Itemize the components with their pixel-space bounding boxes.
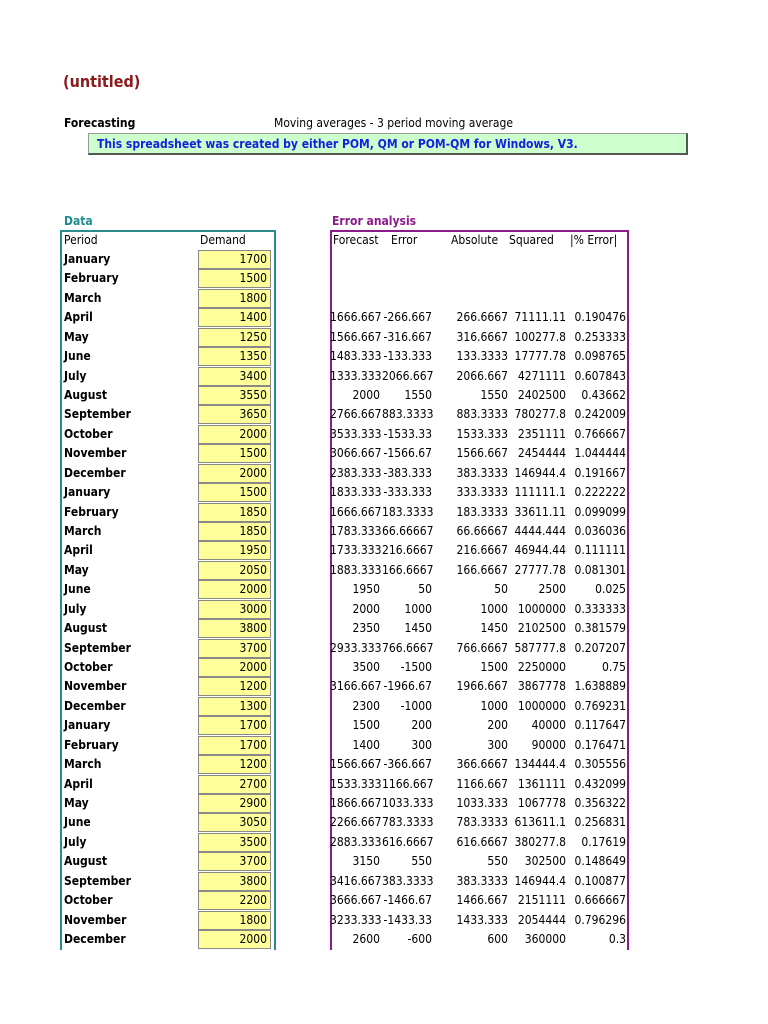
period-cell: March — [64, 757, 102, 772]
table-row — [0, 580, 768, 599]
page-title: (untitled) — [63, 72, 141, 91]
error-cell: -1000 — [400, 698, 432, 713]
period-cell: May — [64, 562, 89, 577]
absolute-cell: 1500 — [480, 660, 508, 675]
demand-input-cell[interactable]: 1700 — [198, 250, 271, 269]
period-cell: October — [64, 893, 113, 908]
table-row — [0, 541, 768, 560]
pct-error-cell: 0.432099 — [574, 776, 626, 791]
forecast-cell: 3500 — [352, 660, 380, 675]
forecast-cell: 2933.333 — [330, 640, 382, 655]
absolute-cell: 200 — [487, 718, 508, 733]
demand-input-cell[interactable]: 1200 — [198, 755, 271, 774]
table-row — [0, 697, 768, 716]
forecast-cell: 2000 — [352, 601, 380, 616]
demand-input-cell[interactable]: 3800 — [198, 872, 271, 891]
pct-error-cell: 0.099099 — [574, 504, 626, 519]
error-cell: -1966.67 — [383, 679, 432, 694]
pct-error-cell: 0.117647 — [574, 718, 626, 733]
table-row — [0, 522, 768, 541]
squared-cell: 27777.78 — [514, 562, 566, 577]
demand-input-cell[interactable]: 1850 — [198, 503, 271, 522]
forecast-cell: 1400 — [352, 737, 380, 752]
demand-input-cell[interactable]: 3400 — [198, 367, 271, 386]
absolute-cell: 1000 — [480, 601, 508, 616]
absolute-cell: 1000 — [480, 698, 508, 713]
error-cell: 50 — [418, 582, 432, 597]
forecast-cell: 1833.333 — [330, 485, 382, 500]
table-row — [0, 444, 768, 463]
demand-input-cell[interactable]: 1800 — [198, 289, 271, 308]
error-cell: 1450 — [404, 621, 432, 636]
period-cell: September — [64, 873, 131, 888]
error-cell: -1500 — [400, 660, 432, 675]
period-cell: December — [64, 698, 126, 713]
pct-error-cell: 0.796296 — [574, 912, 626, 927]
error-cell: 1033.333 — [382, 796, 434, 811]
squared-cell: 4444.444 — [514, 524, 566, 539]
absolute-cell: 316.6667 — [456, 329, 508, 344]
squared-cell: 2500 — [538, 582, 566, 597]
table-row — [0, 716, 768, 735]
table-row — [0, 891, 768, 910]
col-header-squared: Squared — [509, 233, 554, 247]
table-row — [0, 775, 768, 794]
error-cell: 616.6667 — [382, 834, 434, 849]
error-cell: 883.3333 — [382, 407, 434, 422]
squared-cell: 380277.8 — [514, 834, 566, 849]
forecast-cell: 1333.333 — [330, 368, 382, 383]
period-cell: September — [64, 407, 131, 422]
pct-error-cell: 0.036036 — [574, 524, 626, 539]
squared-cell: 780277.8 — [514, 407, 566, 422]
period-cell: June — [64, 815, 91, 830]
squared-cell: 302500 — [524, 854, 566, 869]
pct-error-cell: 0.176471 — [574, 737, 626, 752]
forecast-cell: 3233.333 — [330, 912, 382, 927]
pct-error-cell: 0.222222 — [574, 485, 626, 500]
error-cell: 66.66667 — [382, 524, 434, 539]
demand-input-cell[interactable]: 3800 — [198, 619, 271, 638]
error-cell: 216.6667 — [382, 543, 434, 558]
forecast-cell: 3166.667 — [330, 679, 382, 694]
demand-input-cell[interactable]: 3550 — [198, 386, 271, 405]
table-row — [0, 289, 768, 308]
period-cell: March — [64, 524, 102, 539]
squared-cell: 1000000 — [517, 698, 566, 713]
table-row — [0, 813, 768, 832]
forecast-cell: 1500 — [352, 718, 380, 733]
pct-error-cell: 0.356322 — [574, 796, 626, 811]
pct-error-cell: 0.607843 — [574, 368, 626, 383]
squared-cell: 40000 — [531, 718, 566, 733]
absolute-cell: 2066.667 — [456, 368, 508, 383]
forecast-cell: 1566.667 — [330, 329, 382, 344]
demand-input-cell[interactable]: 2000 — [198, 425, 271, 444]
pct-error-cell: 0.43662 — [581, 388, 626, 402]
error-cell: -333.333 — [383, 485, 432, 500]
pct-error-cell: 0.242009 — [574, 407, 626, 422]
pct-error-cell: 0.081301 — [574, 562, 626, 577]
absolute-cell: 1166.667 — [456, 776, 508, 791]
absolute-cell: 366.6667 — [456, 757, 508, 772]
pct-error-cell: 0.148649 — [574, 854, 626, 869]
absolute-cell: 166.6667 — [456, 562, 508, 577]
pct-error-cell: 0.381579 — [574, 621, 626, 636]
period-cell: January — [64, 718, 111, 733]
col-header-period: Period — [64, 233, 98, 247]
demand-input-cell[interactable]: 1200 — [198, 677, 271, 696]
forecast-cell: 2883.333 — [330, 834, 382, 849]
col-header-pct-error: |% Error| — [570, 233, 618, 247]
demand-input-cell[interactable]: 3500 — [198, 833, 271, 852]
forecast-cell: 1733.333 — [330, 543, 382, 558]
pct-error-cell: 0.111111 — [574, 543, 626, 558]
demand-input-cell[interactable]: 3700 — [198, 852, 271, 871]
error-cell: 166.6667 — [382, 562, 434, 577]
forecast-cell: 2266.667 — [330, 815, 382, 830]
table-row — [0, 736, 768, 755]
absolute-cell: 1533.333 — [456, 426, 508, 441]
demand-input-cell[interactable]: 1800 — [198, 911, 271, 930]
demand-input-cell[interactable]: 1700 — [198, 736, 271, 755]
forecast-cell: 1666.667 — [330, 504, 382, 519]
pct-error-cell: 0.666667 — [574, 893, 626, 908]
table-row — [0, 872, 768, 891]
demand-input-cell[interactable]: 2200 — [198, 891, 271, 910]
pct-error-cell: 0.766667 — [574, 426, 626, 441]
squared-cell: 146944.4 — [514, 465, 566, 480]
period-cell: April — [64, 310, 93, 325]
squared-cell: 2351111 — [517, 426, 566, 441]
absolute-cell: 216.6667 — [456, 543, 508, 558]
pct-error-cell: 0.769231 — [574, 698, 626, 713]
pct-error-cell: 0.75 — [601, 660, 626, 675]
table-row — [0, 561, 768, 580]
demand-input-cell[interactable]: 2000 — [198, 658, 271, 677]
pct-error-cell: 1.638889 — [574, 679, 626, 694]
squared-cell: 2054444 — [517, 912, 566, 927]
absolute-cell: 300 — [487, 737, 508, 752]
period-cell: May — [64, 329, 89, 344]
pct-error-cell: 0.333333 — [574, 601, 626, 616]
col-header-forecast: Forecast — [333, 233, 379, 247]
table-row — [0, 852, 768, 871]
period-cell: August — [64, 388, 108, 402]
demand-input-cell[interactable]: 1500 — [198, 444, 271, 463]
table-row — [0, 405, 768, 424]
demand-input-cell[interactable]: 2000 — [198, 464, 271, 483]
error-cell: 300 — [411, 737, 432, 752]
absolute-cell: 1550 — [480, 388, 508, 402]
forecast-cell: 1866.667 — [330, 796, 382, 811]
module-label: Forecasting — [64, 116, 136, 130]
pct-error-cell: 0.098765 — [574, 349, 626, 364]
period-cell: March — [64, 290, 102, 305]
period-cell: July — [64, 834, 87, 849]
absolute-cell: 550 — [487, 854, 508, 869]
pct-error-cell: 0.305556 — [574, 757, 626, 772]
forecast-cell: 2000 — [352, 388, 380, 402]
squared-cell: 71111.11 — [514, 310, 566, 325]
demand-input-cell[interactable]: 3050 — [198, 813, 271, 832]
period-cell: December — [64, 932, 126, 947]
error-cell: -1566.67 — [383, 446, 432, 461]
demand-input-cell[interactable]: 2900 — [198, 794, 271, 813]
demand-input-cell[interactable]: 2700 — [198, 775, 271, 794]
pct-error-cell: 0.17619 — [581, 834, 626, 849]
squared-cell: 111111.1 — [514, 485, 566, 500]
error-cell: 383.3333 — [382, 873, 434, 888]
period-cell: July — [64, 601, 87, 616]
squared-cell: 2102500 — [517, 621, 566, 636]
col-header-absolute: Absolute — [451, 233, 499, 247]
forecast-cell: 3066.667 — [330, 446, 382, 461]
squared-cell: 1000000 — [517, 601, 566, 616]
squared-cell: 360000 — [524, 932, 566, 947]
period-cell: July — [64, 368, 87, 383]
absolute-cell: 1450 — [480, 621, 508, 636]
absolute-cell: 383.3333 — [456, 465, 508, 480]
demand-input-cell[interactable]: 1250 — [198, 328, 271, 347]
pct-error-cell: 0.207207 — [574, 640, 626, 655]
squared-cell: 100277.8 — [514, 329, 566, 344]
period-cell: December — [64, 465, 126, 480]
period-cell: November — [64, 446, 127, 461]
error-cell: 200 — [411, 718, 432, 733]
period-cell: February — [64, 271, 119, 286]
squared-cell: 2151111 — [517, 893, 566, 908]
demand-input-cell[interactable]: 1350 — [198, 347, 271, 366]
absolute-cell: 333.3333 — [456, 485, 508, 500]
error-cell: 2066.667 — [382, 368, 434, 383]
table-row — [0, 386, 768, 405]
info-banner: This spreadsheet was created by either POM, QM or POM-QM for Windows, V3. — [88, 133, 688, 155]
period-cell: May — [64, 796, 89, 811]
squared-cell: 613611.1 — [514, 815, 566, 830]
method-label: Moving averages - 3 period moving average — [274, 116, 513, 130]
forecast-cell: 1883.333 — [330, 562, 382, 577]
col-header-error: Error — [391, 233, 418, 247]
demand-input-cell[interactable]: 1500 — [198, 483, 271, 502]
error-cell: 1000 — [404, 601, 432, 616]
table-row — [0, 911, 768, 930]
table-row — [0, 677, 768, 696]
squared-cell: 2454444 — [517, 446, 566, 461]
squared-cell: 587777.8 — [514, 640, 566, 655]
absolute-cell: 1433.333 — [456, 912, 508, 927]
forecast-cell: 2766.667 — [330, 407, 382, 422]
absolute-cell: 50 — [494, 582, 508, 597]
squared-cell: 2250000 — [517, 660, 566, 675]
absolute-cell: 1033.333 — [456, 796, 508, 811]
error-cell: 1166.667 — [382, 776, 434, 791]
absolute-cell: 1566.667 — [456, 446, 508, 461]
absolute-cell: 66.66667 — [456, 524, 508, 539]
absolute-cell: 883.3333 — [456, 407, 508, 422]
period-cell: June — [64, 582, 91, 597]
error-cell: -133.333 — [383, 349, 432, 364]
squared-cell: 3867778 — [517, 679, 566, 694]
table-row — [0, 833, 768, 852]
pct-error-cell: 0.256831 — [574, 815, 626, 830]
period-cell: September — [64, 640, 131, 655]
squared-cell: 33611.11 — [514, 504, 566, 519]
absolute-cell: 383.3333 — [456, 873, 508, 888]
demand-input-cell[interactable]: 1500 — [198, 269, 271, 288]
demand-input-cell[interactable]: 3000 — [198, 600, 271, 619]
table-row — [0, 483, 768, 502]
period-cell: January — [64, 252, 111, 266]
forecast-cell: 3150 — [352, 854, 380, 869]
forecast-cell: 1666.667 — [330, 310, 382, 325]
error-cell: 766.6667 — [382, 640, 434, 655]
period-cell: April — [64, 776, 93, 791]
table-row — [0, 930, 768, 949]
table-row — [0, 639, 768, 658]
forecast-cell: 2350 — [352, 621, 380, 636]
period-cell: February — [64, 737, 119, 752]
absolute-cell: 266.6667 — [456, 310, 508, 325]
table-row — [0, 308, 768, 327]
error-cell: -1466.67 — [383, 893, 432, 908]
error-cell: 550 — [411, 854, 432, 869]
error-cell: -1533.33 — [383, 426, 432, 441]
period-cell: October — [64, 426, 113, 441]
error-cell: -316.667 — [383, 329, 432, 344]
table-row — [0, 250, 768, 269]
demand-input-cell[interactable]: 2000 — [198, 930, 271, 949]
pct-error-cell: 0.191667 — [574, 465, 626, 480]
period-cell: January — [64, 485, 111, 500]
demand-input-cell[interactable]: 3650 — [198, 405, 271, 424]
absolute-cell: 783.3333 — [456, 815, 508, 830]
period-cell: August — [64, 854, 108, 869]
table-row — [0, 367, 768, 386]
squared-cell: 17777.78 — [514, 349, 566, 364]
error-cell: -383.333 — [383, 465, 432, 480]
demand-input-cell[interactable]: 2050 — [198, 561, 271, 580]
period-cell: February — [64, 504, 119, 519]
forecast-cell: 2300 — [352, 698, 380, 713]
forecast-cell: 1533.333 — [330, 776, 382, 791]
absolute-cell: 766.6667 — [456, 640, 508, 655]
demand-input-cell[interactable]: 1400 — [198, 308, 271, 327]
table-row — [0, 425, 768, 444]
absolute-cell: 616.6667 — [456, 834, 508, 849]
absolute-cell: 600 — [487, 932, 508, 947]
period-cell: November — [64, 679, 127, 694]
squared-cell: 46944.44 — [514, 543, 566, 558]
squared-cell: 134444.4 — [514, 757, 566, 772]
table-row — [0, 269, 768, 288]
table-row — [0, 328, 768, 347]
forecast-cell: 1950 — [352, 582, 380, 597]
demand-input-cell[interactable]: 1850 — [198, 522, 271, 541]
squared-cell: 2402500 — [517, 388, 566, 402]
table-row — [0, 464, 768, 483]
forecast-cell: 3666.667 — [330, 893, 382, 908]
table-row — [0, 347, 768, 366]
error-section-label: Error analysis — [332, 214, 417, 228]
demand-input-cell[interactable]: 1300 — [198, 697, 271, 716]
forecast-cell: 1483.333 — [330, 349, 382, 364]
pct-error-cell: 0.190476 — [574, 310, 626, 325]
squared-cell: 146944.4 — [514, 873, 566, 888]
squared-cell: 90000 — [531, 737, 566, 752]
error-cell: 183.3333 — [382, 504, 434, 519]
period-cell: April — [64, 543, 93, 558]
absolute-cell: 1966.667 — [456, 679, 508, 694]
pct-error-cell: 0.025 — [595, 582, 626, 597]
forecast-cell: 2600 — [352, 932, 380, 947]
data-section-label: Data — [64, 214, 93, 228]
error-cell: 1550 — [404, 388, 432, 402]
error-cell: -266.667 — [383, 310, 432, 325]
pct-error-cell: 1.044444 — [574, 446, 626, 461]
col-header-demand: Demand — [200, 233, 246, 247]
squared-cell: 4271111 — [517, 368, 566, 383]
error-cell: -1433.33 — [383, 912, 432, 927]
period-cell: August — [64, 621, 108, 636]
absolute-cell: 133.3333 — [456, 349, 508, 364]
demand-input-cell[interactable]: 1700 — [198, 716, 271, 735]
table-row — [0, 755, 768, 774]
error-cell: -600 — [407, 932, 432, 947]
demand-input-cell[interactable]: 1950 — [198, 541, 271, 560]
period-cell: November — [64, 912, 127, 927]
forecast-cell: 3416.667 — [330, 873, 382, 888]
squared-cell: 1361111 — [517, 776, 566, 791]
demand-input-cell[interactable]: 3700 — [198, 639, 271, 658]
table-row — [0, 600, 768, 619]
table-row — [0, 658, 768, 677]
period-cell: October — [64, 660, 113, 675]
error-cell: 783.3333 — [382, 815, 434, 830]
error-cell: -366.667 — [383, 757, 432, 772]
forecast-cell: 1566.667 — [330, 757, 382, 772]
demand-input-cell[interactable]: 2000 — [198, 580, 271, 599]
pct-error-cell: 0.100877 — [574, 873, 626, 888]
forecast-cell: 3533.333 — [330, 426, 382, 441]
squared-cell: 1067778 — [517, 796, 566, 811]
absolute-cell: 1466.667 — [456, 893, 508, 908]
table-row — [0, 619, 768, 638]
forecast-cell: 2383.333 — [330, 465, 382, 480]
absolute-cell: 183.3333 — [456, 504, 508, 519]
pct-error-cell: 0.3 — [608, 932, 626, 947]
forecast-cell: 1783.333 — [330, 524, 382, 539]
pct-error-cell: 0.253333 — [574, 329, 626, 344]
period-cell: June — [64, 349, 91, 364]
table-row — [0, 503, 768, 522]
table-row — [0, 794, 768, 813]
